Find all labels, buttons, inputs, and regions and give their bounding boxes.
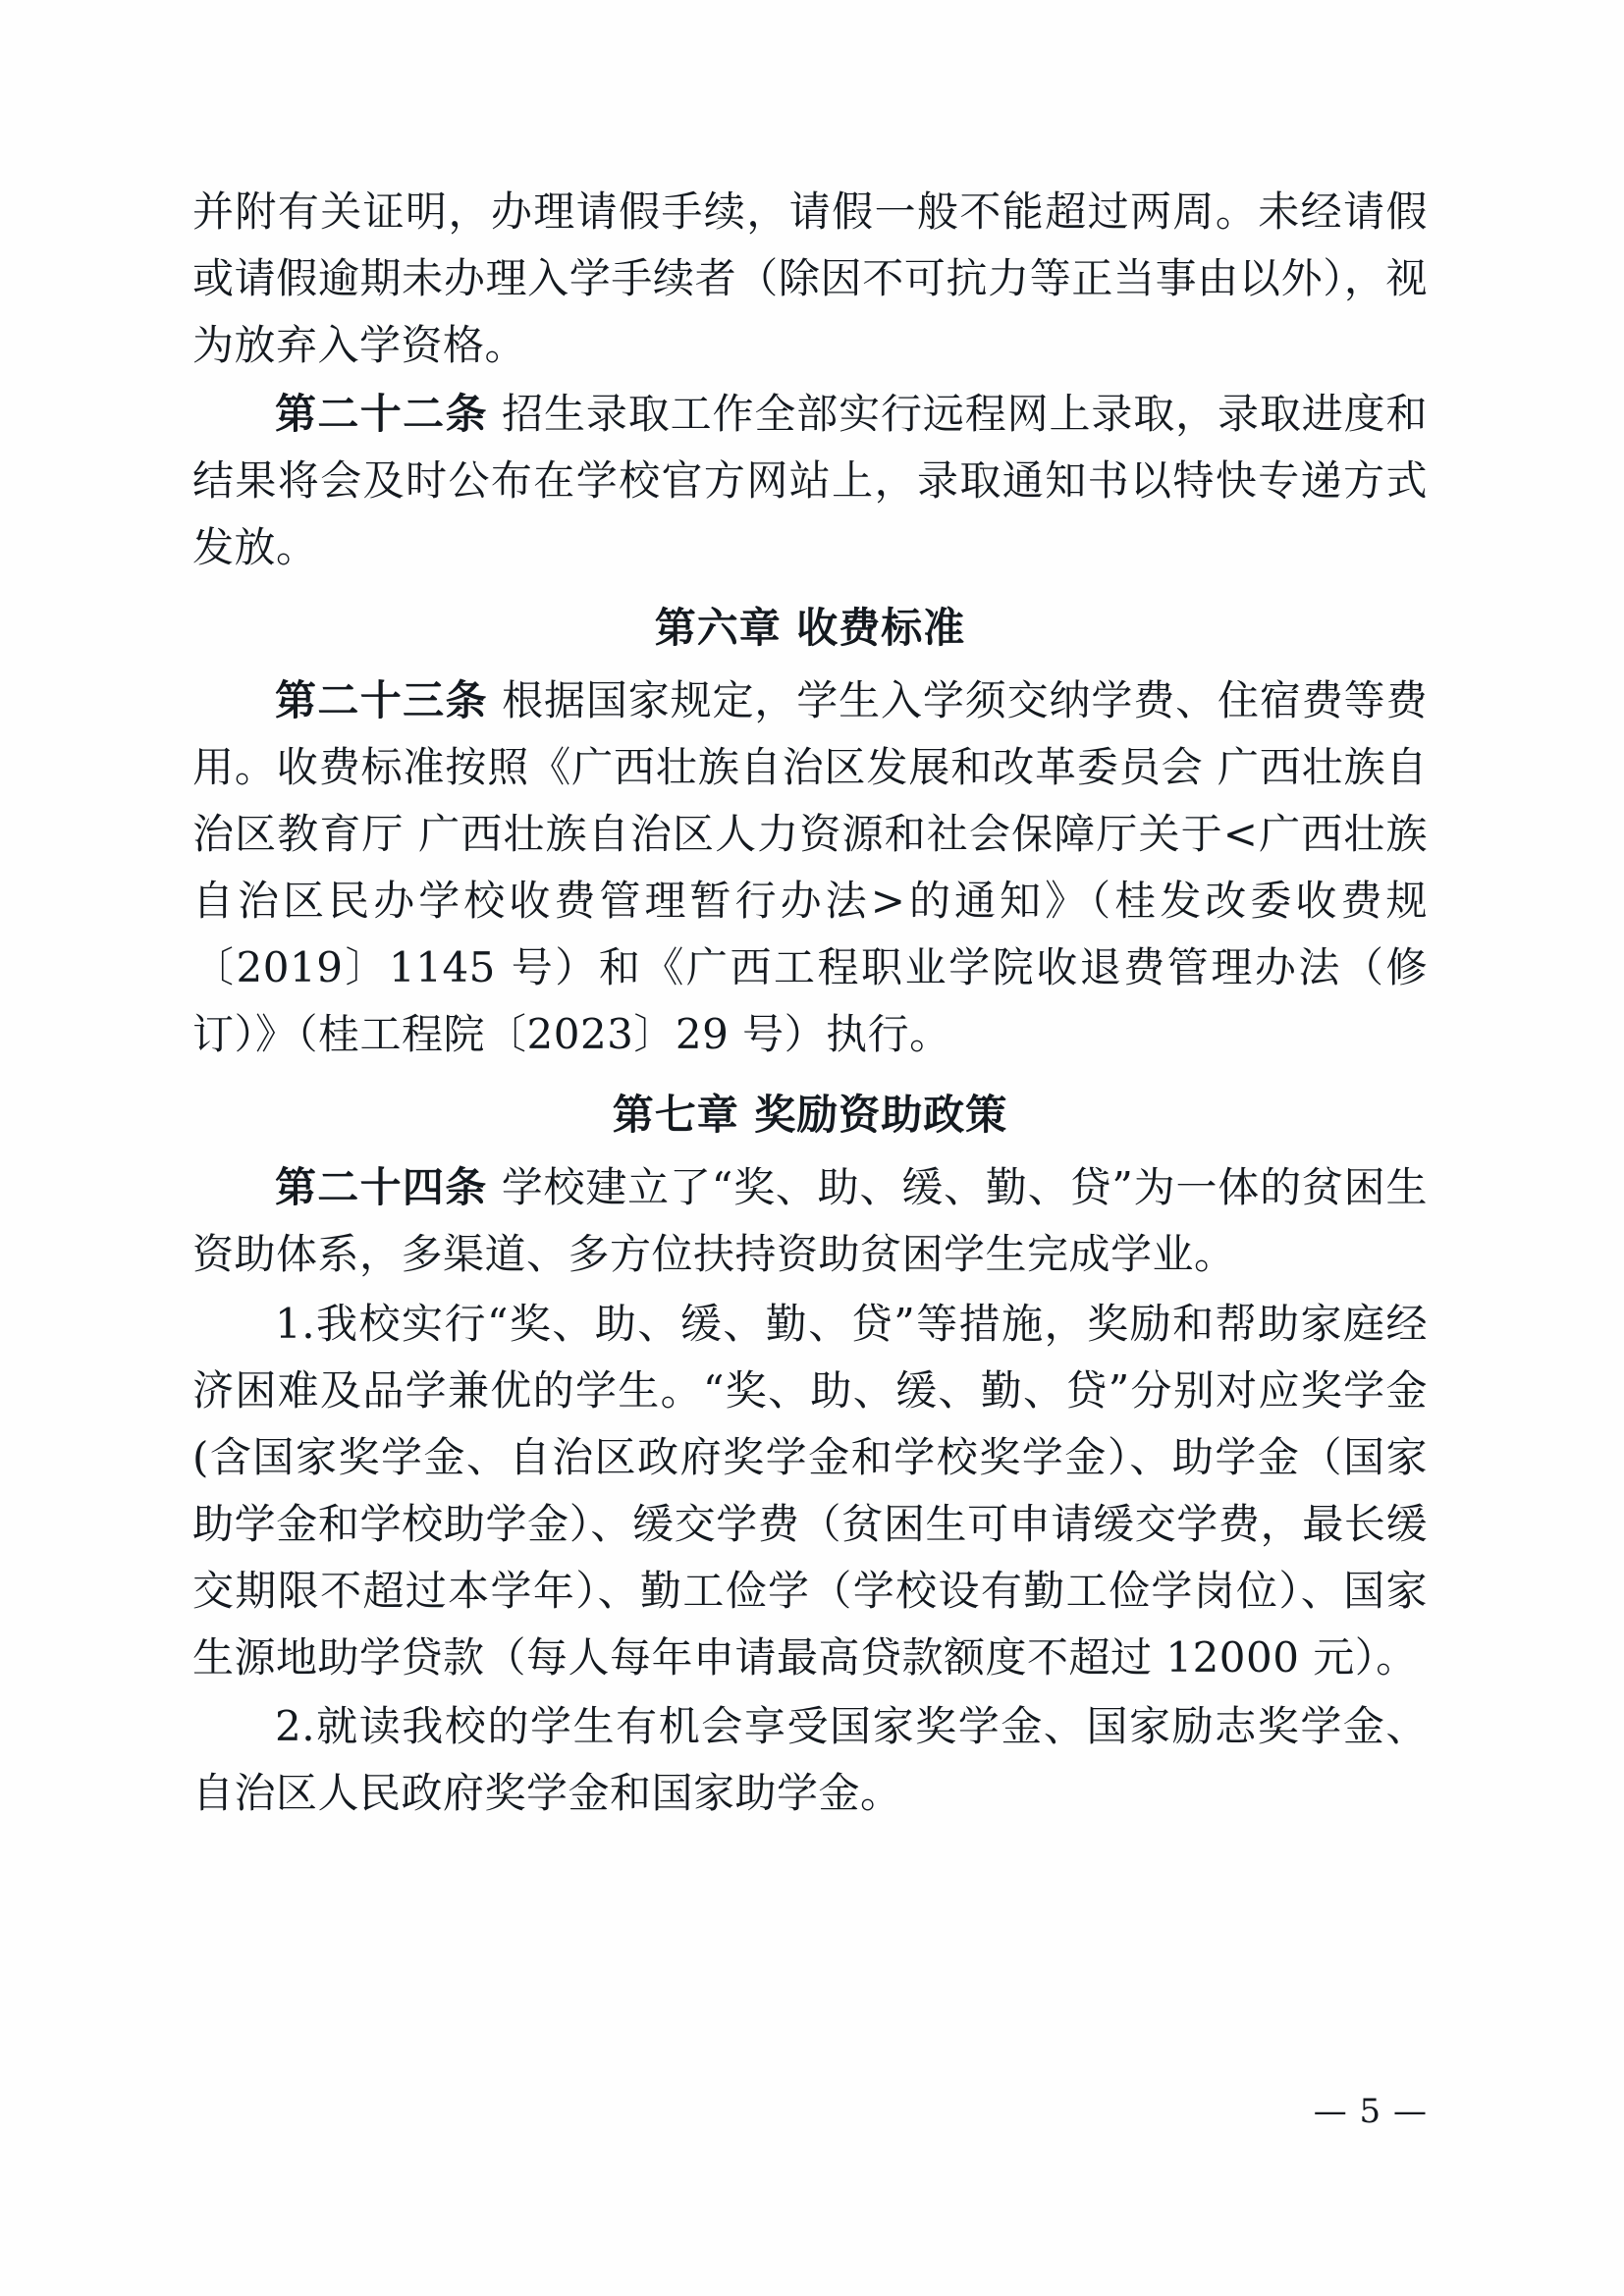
article-spacer — [488, 390, 502, 438]
paragraph-text: 并附有关证明，办理请假手续，请假一般不能超过两周。未经请假或请假逾期未办理入学手续者（除因不可抗力等正当事由以外），视为放弃入学资格。 — [192, 187, 1428, 370]
article-text: 学校建立了“奖、助、缓、勤、贷”为一体的贫困生资助体系，多渠道、多方位扶持资助贫困学生完成学业。 — [192, 1163, 1428, 1279]
article-spacer — [488, 1163, 502, 1211]
document-body — [192, 179, 1428, 1829]
article-spacer — [488, 676, 502, 724]
paragraph-continued — [192, 179, 1428, 379]
list-item-1 — [192, 1291, 1428, 1691]
article-label: 第二十三条 — [275, 676, 488, 725]
list-item-text: 2.就读我校的学生有机会享受国家奖学金、国家励志奖学金、自治区人民政府奖学金和国家助学金。 — [192, 1701, 1428, 1817]
list-item-2 — [192, 1693, 1428, 1827]
article-24 — [192, 1154, 1428, 1288]
article-22 — [192, 381, 1428, 581]
article-label: 第二十四条 — [275, 1163, 488, 1212]
article-text: 根据国家规定，学生入学须交纳学费、住宿费等费用。收费标准按照《广西壮族自治区发展和改革委员会 广西壮族自治区教育厅 广西壮族自治区人力资源和社会保障厅关于<广西壮族自治区民办学校收费管理暂行办法>的通知》（桂发改委收费规〔2019〕1145 号）和《广西工程职业学院收退费管理办法（修订）》（桂工程院〔2023〕29 号）执行。 — [192, 676, 1428, 1059]
page-number: — 5 — — [1313, 2092, 1428, 2131]
article-label: 第二十二条 — [275, 390, 488, 439]
chapter-7-heading: 第七章 奖励资助政策 — [612, 1091, 1008, 1140]
list-item-text: 1.我校实行“奖、助、缓、勤、贷”等措施，奖励和帮助家庭经济困难及品学兼优的学生。“奖、助、缓、勤、贷”分别对应奖学金(含国家奖学金、自治区政府奖学金和学校奖学金）、助学金（国家助学金和学校助学金）、缓交学费（贫困生可申请缓交学费，最长缓交期限不超过本学年）、勤工俭学（学校设有勤工俭学岗位）、国家生源地助学贷款（每人每年申请最高贷款额度不超过 12000 元）。 — [192, 1299, 1428, 1682]
article-23 — [192, 667, 1428, 1068]
chapter-6-heading: 第六章 收费标准 — [654, 604, 966, 653]
article-text: 招生录取工作全部实行远程网上录取，录取进度和结果将会及时公布在学校官方网站上，录取通知书以特快专递方式发放。 — [192, 390, 1428, 572]
